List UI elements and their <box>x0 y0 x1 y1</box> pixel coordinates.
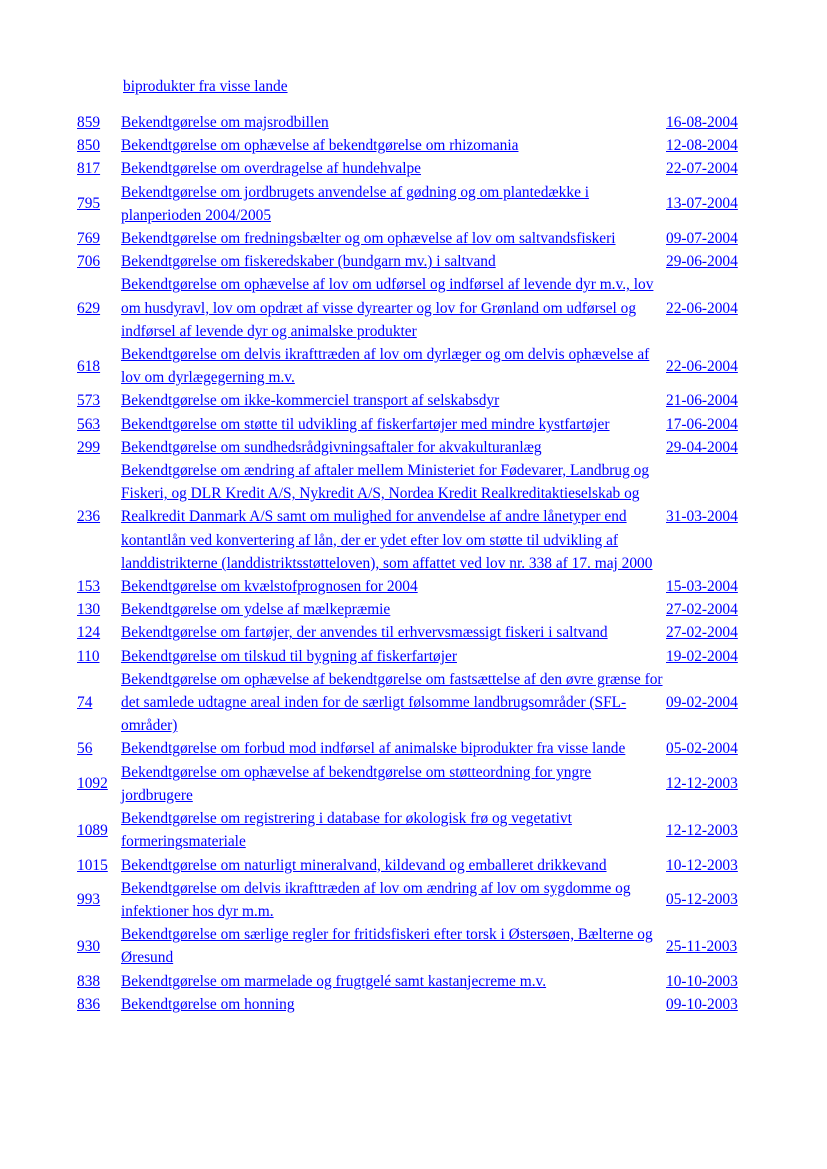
regulation-date-cell <box>666 621 746 644</box>
regulation-row <box>77 668 746 738</box>
regulation-date-link[interactable]: 12-08-2004 <box>666 137 738 155</box>
regulation-title-cell <box>121 645 666 668</box>
regulation-number-link[interactable]: 930 <box>77 937 101 955</box>
regulation-date-cell <box>666 343 746 389</box>
regulation-title-link[interactable]: Bekendtgørelse om ophævelse af bekendtgørelse om støtteordning for yngre jordbrugere <box>121 763 592 804</box>
regulation-title-cell <box>121 807 666 853</box>
regulation-date-link[interactable]: 12-12-2003 <box>666 821 738 839</box>
regulation-number-link[interactable]: 1089 <box>77 821 108 839</box>
regulation-table <box>77 111 746 1016</box>
regulation-date-cell <box>666 854 746 877</box>
regulation-date-link[interactable]: 16-08-2004 <box>666 114 738 131</box>
regulation-title-cell <box>121 111 666 134</box>
regulation-date-cell <box>666 877 746 923</box>
regulation-num-cell <box>77 181 121 227</box>
regulation-title-link[interactable]: Bekendtgørelse om marmelade og frugtgelé samt kastanjecreme m.v. <box>121 972 547 990</box>
regulation-title-link[interactable]: Bekendtgørelse om ophævelse af bekendtgørelse om fastsættelse af den øvre grænse for det samlede udtagne areal inden for de særligt følsomme landbrugsområder (SFL-områder) <box>121 670 663 735</box>
regulation-num-cell <box>77 923 121 969</box>
regulation-row <box>77 598 746 621</box>
regulation-row <box>77 157 746 180</box>
regulation-number-link[interactable]: 573 <box>77 392 101 410</box>
regulation-num-cell <box>77 761 121 807</box>
regulation-num-cell <box>77 854 121 877</box>
regulation-title-cell <box>121 923 666 969</box>
regulation-num-cell <box>77 134 121 157</box>
regulation-date-cell <box>666 737 746 760</box>
regulation-date-cell <box>666 807 746 853</box>
regulation-num-cell <box>77 389 121 412</box>
regulation-number-link[interactable]: 859 <box>77 114 101 131</box>
regulation-date-cell <box>666 993 746 1016</box>
regulation-num-cell <box>77 598 121 621</box>
regulation-title-link[interactable]: Bekendtgørelse om ikke-kommerciel transport af selskabsdyr <box>121 392 500 410</box>
regulation-number-link[interactable]: 236 <box>77 508 101 526</box>
regulation-title-link[interactable]: Bekendtgørelse om delvis ikrafttræden af lov om ændring af lov om sygdomme og infektioner hos dyr m.m. <box>121 879 631 920</box>
regulation-date-link[interactable]: 31-03-2004 <box>666 508 738 526</box>
regulation-num-cell <box>77 227 121 250</box>
regulation-number-link[interactable]: 795 <box>77 195 101 213</box>
regulation-num-cell <box>77 250 121 273</box>
regulation-date-link[interactable]: 09-10-2003 <box>666 995 738 1013</box>
regulation-title-link[interactable]: Bekendtgørelse om særlige regler for fritidsfiskeri efter torsk i Østersøen, Bælterne og Øresund <box>121 926 653 967</box>
regulation-num-cell <box>77 877 121 923</box>
regulation-date-cell <box>666 250 746 273</box>
regulation-date-cell <box>666 645 746 668</box>
regulation-number-link[interactable]: 618 <box>77 357 101 375</box>
regulation-title-link[interactable]: Bekendtgørelse om registrering i database for økologisk frø og vegetativt formeringsmateriale <box>121 810 572 851</box>
regulation-date-link[interactable]: 10-12-2003 <box>666 856 738 874</box>
regulation-row <box>77 807 746 853</box>
regulation-title-link[interactable]: Bekendtgørelse om fredningsbælter og om ophævelse af lov om saltvandsfiskeri <box>121 230 616 248</box>
regulation-title-cell <box>121 181 666 227</box>
regulation-number-link[interactable]: 130 <box>77 601 101 619</box>
regulation-number-link[interactable]: 74 <box>77 694 93 712</box>
regulation-title-cell <box>121 761 666 807</box>
regulation-date-link[interactable]: 12-12-2003 <box>666 775 738 793</box>
regulation-row <box>77 645 746 668</box>
regulation-date-link[interactable]: 27-02-2004 <box>666 624 738 642</box>
regulation-num-cell <box>77 737 121 760</box>
regulation-num-cell <box>77 459 121 575</box>
regulation-title-link[interactable]: Bekendtgørelse om fartøjer, der anvendes til erhvervsmæssigt fiskeri i saltvand <box>121 624 608 642</box>
regulation-title-link[interactable]: Bekendtgørelse om majsrodbillen <box>121 114 329 131</box>
regulation-date-cell <box>666 598 746 621</box>
regulation-title-cell <box>121 877 666 923</box>
regulation-date-link[interactable]: 05-12-2003 <box>666 891 738 909</box>
regulation-title-cell <box>121 854 666 877</box>
regulation-date-cell <box>666 111 746 134</box>
regulation-date-cell <box>666 459 746 575</box>
regulation-number-link[interactable]: 1092 <box>77 775 108 793</box>
regulation-row <box>77 111 746 134</box>
regulation-title-cell <box>121 459 666 575</box>
regulation-title-cell <box>121 413 666 436</box>
regulation-date-link[interactable]: 09-07-2004 <box>666 230 738 248</box>
regulation-title-cell <box>121 227 666 250</box>
regulation-row <box>77 761 746 807</box>
regulation-date-cell <box>666 923 746 969</box>
regulation-title-cell <box>121 250 666 273</box>
regulation-date-link[interactable]: 09-02-2004 <box>666 694 738 712</box>
regulation-title-cell <box>121 389 666 412</box>
regulation-date-link[interactable]: 15-03-2004 <box>666 578 738 596</box>
regulation-title-cell <box>121 737 666 760</box>
regulation-num-cell <box>77 157 121 180</box>
regulation-date-cell <box>666 413 746 436</box>
regulation-title-link[interactable]: Bekendtgørelse om overdragelse af hundehvalpe <box>121 160 422 178</box>
regulation-title-cell <box>121 598 666 621</box>
regulation-date-link[interactable]: 10-10-2003 <box>666 972 738 990</box>
regulation-number-link[interactable]: 838 <box>77 972 101 990</box>
regulation-row <box>77 877 746 923</box>
regulation-number-link[interactable]: 299 <box>77 438 101 456</box>
regulation-title-cell <box>121 668 666 738</box>
regulation-num-cell <box>77 413 121 436</box>
regulation-row <box>77 389 746 412</box>
regulation-date-cell <box>666 575 746 598</box>
regulation-date-cell <box>666 227 746 250</box>
regulation-date-link[interactable]: 05-02-2004 <box>666 740 738 758</box>
regulation-number-link[interactable]: 110 <box>77 647 100 665</box>
regulation-number-link[interactable]: 836 <box>77 995 101 1013</box>
regulation-row <box>77 923 746 969</box>
regulation-number-link[interactable]: 563 <box>77 415 101 433</box>
regulation-number-link[interactable]: 1015 <box>77 856 108 874</box>
regulation-number-link[interactable]: 993 <box>77 891 101 909</box>
regulation-title-link[interactable]: Bekendtgørelse om tilskud til bygning af fiskerfartøjer <box>121 647 457 665</box>
regulation-title-link[interactable]: Bekendtgørelse om fiskeredskaber (bundgarn mv.) i saltvand <box>121 253 496 271</box>
regulation-date-link[interactable]: 13-07-2004 <box>666 195 738 213</box>
regulation-num-cell <box>77 621 121 644</box>
regulation-title-link[interactable]: Bekendtgørelse om naturligt mineralvand, kildevand og emballeret drikkevand <box>121 856 607 874</box>
regulation-row <box>77 970 746 993</box>
regulation-title-link[interactable]: Bekendtgørelse om forbud mod indførsel af animalske biprodukter fra visse lande <box>121 740 626 758</box>
regulation-row <box>77 737 746 760</box>
regulation-num-cell <box>77 273 121 343</box>
regulation-num-cell <box>77 575 121 598</box>
regulation-date-link[interactable]: 22-07-2004 <box>666 160 738 178</box>
regulation-title-link[interactable]: Bekendtgørelse om honning <box>121 995 295 1013</box>
regulation-title-link[interactable]: Bekendtgørelse om ophævelse af lov om udførsel og indførsel af levende dyr m.v., lov om husdyravl, lov om opdræt af visse dyrearter og lov for Grønland om udførsel og indførsel af levende dyr og animalske produkter <box>121 276 654 340</box>
regulation-table-body <box>77 111 746 1016</box>
regulation-num-cell <box>77 436 121 459</box>
regulation-title-link[interactable]: Bekendtgørelse om jordbrugets anvendelse af gødning og om plantedække i planperioden 2004/2005 <box>121 183 590 224</box>
regulation-date-link[interactable]: 29-06-2004 <box>666 253 738 271</box>
regulation-title-cell <box>121 993 666 1016</box>
regulation-row <box>77 227 746 250</box>
regulation-row <box>77 621 746 644</box>
regulation-date-link[interactable]: 22-06-2004 <box>666 357 738 375</box>
regulation-number-link[interactable]: 124 <box>77 624 101 642</box>
regulation-date-link[interactable]: 17-06-2004 <box>666 415 738 433</box>
regulation-number-link[interactable]: 629 <box>77 299 101 317</box>
regulation-number-link[interactable]: 153 <box>77 578 101 596</box>
regulation-number-link[interactable]: 817 <box>77 160 101 178</box>
regulation-row <box>77 134 746 157</box>
regulation-date-cell <box>666 436 746 459</box>
regulation-num-cell <box>77 645 121 668</box>
regulation-title-link[interactable]: Bekendtgørelse om sundhedsrådgivningsaftaler for akvakulturanlæg <box>121 438 542 456</box>
regulation-number-link[interactable]: 706 <box>77 253 101 271</box>
regulation-row <box>77 459 746 575</box>
regulation-num-cell <box>77 993 121 1016</box>
regulation-title-cell <box>121 970 666 993</box>
regulation-date-cell <box>666 157 746 180</box>
regulation-title-cell <box>121 436 666 459</box>
regulation-date-cell <box>666 389 746 412</box>
regulation-date-link[interactable]: 27-02-2004 <box>666 601 738 619</box>
regulation-row <box>77 993 746 1016</box>
regulation-date-cell <box>666 273 746 343</box>
regulation-num-cell <box>77 970 121 993</box>
regulation-date-link[interactable]: 29-04-2004 <box>666 438 738 456</box>
regulation-title-cell <box>121 157 666 180</box>
regulation-row <box>77 575 746 598</box>
regulation-title-link[interactable]: Bekendtgørelse om delvis ikrafttræden af lov om dyrlæger og om delvis ophævelse af lov om dyrlægegerning m.v. <box>121 346 650 387</box>
regulation-title-cell <box>121 621 666 644</box>
regulation-date-cell <box>666 668 746 738</box>
regulation-number-link[interactable]: 769 <box>77 230 101 248</box>
regulation-row <box>77 854 746 877</box>
regulation-title-cell <box>121 575 666 598</box>
regulation-row <box>77 181 746 227</box>
continuation-text <box>123 78 288 96</box>
regulation-date-link[interactable]: 22-06-2004 <box>666 299 738 317</box>
regulation-title-link[interactable]: Bekendtgørelse om kvælstofprognosen for 2004 <box>121 578 418 596</box>
regulation-date-cell <box>666 181 746 227</box>
regulation-num-cell <box>77 111 121 134</box>
regulation-title-link[interactable]: Bekendtgørelse om ydelse af mælkepræmie <box>121 601 391 619</box>
regulation-title-link[interactable]: Bekendtgørelse om ophævelse af bekendtgørelse om rhizomania <box>121 137 519 155</box>
regulation-title-link[interactable]: Bekendtgørelse om støtte til udvikling af fiskerfartøjer med mindre kystfartøjer <box>121 415 610 433</box>
regulation-date-cell <box>666 134 746 157</box>
regulation-number-link[interactable]: 850 <box>77 137 101 155</box>
regulation-date-cell <box>666 970 746 993</box>
regulation-num-cell <box>77 343 121 389</box>
regulation-date-cell <box>666 761 746 807</box>
regulation-row <box>77 436 746 459</box>
regulation-title-link[interactable]: Bekendtgørelse om ændring af aftaler mellem Ministeriet for Fødevarer, Landbrug og Fiskeri, og DLR Kredit A/S, Nykredit A/S, Nordea Kredit Realkreditaktieselskab og Realkredit Danmark A/S samt om mulighed for anvendelse af andre lånetyper end kontantlån ved konvertering af lån, der er ydet efter lov om støtte til udvikling af landdistrikterne (landdistriktsstøtteloven), som affattet ved lov nr. 338 af 17. maj 2000 <box>121 462 653 572</box>
regulation-num-cell <box>77 807 121 853</box>
regulation-date-link[interactable]: 25-11-2003 <box>666 937 738 955</box>
regulation-row <box>77 250 746 273</box>
regulation-title-cell <box>121 343 666 389</box>
regulation-row <box>77 413 746 436</box>
regulation-title-cell <box>121 134 666 157</box>
regulation-num-cell <box>77 668 121 738</box>
regulation-date-link[interactable]: 19-02-2004 <box>666 647 738 665</box>
continuation-link[interactable]: biprodukter fra visse lande <box>123 78 288 95</box>
regulation-title-cell <box>121 273 666 343</box>
regulation-date-link[interactable]: 21-06-2004 <box>666 392 738 410</box>
regulation-row <box>77 343 746 389</box>
regulation-number-link[interactable]: 56 <box>77 740 93 758</box>
regulation-row <box>77 273 746 343</box>
